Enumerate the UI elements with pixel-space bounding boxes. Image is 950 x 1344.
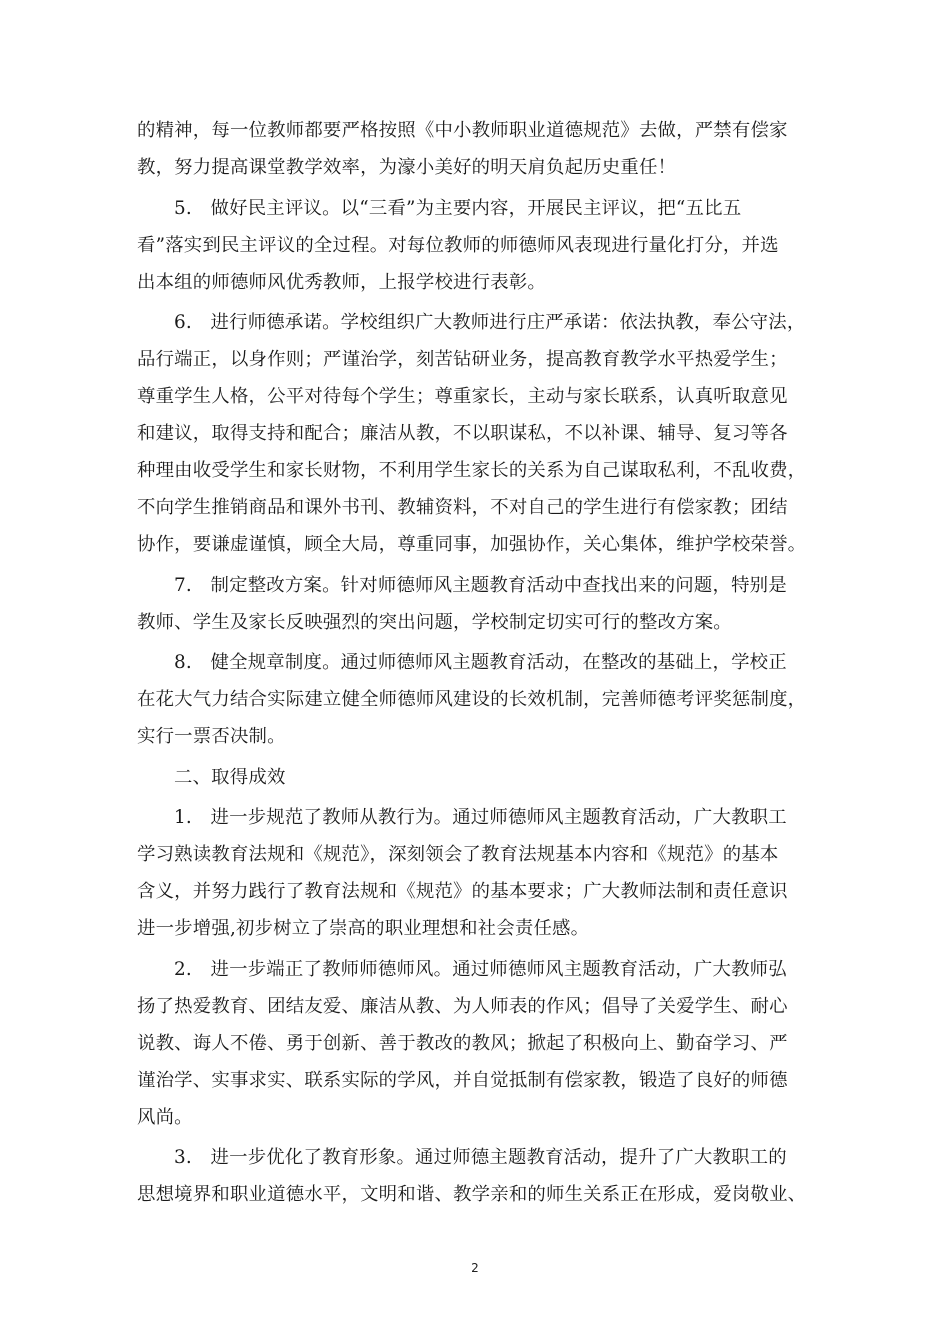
- text-line: 6. 进行师德承诺。学校组织广大教师进行庄严承诺：依法执教，奉公守法，: [174, 312, 806, 333]
- paragraph: [137, 799, 827, 947]
- text-line: 实行一票否决制。: [137, 726, 286, 747]
- text-line: 说教、诲人不倦、勇于创新、善于教改的教风；掀起了积极向上、勤奋学习、严: [137, 1032, 788, 1054]
- text-line: 看”落实到民主评议的全过程。对每位教师的师德师风表现进行量化打分，并选: [137, 234, 779, 256]
- text-line: 在花大气力结合实际建立健全师德师风建设的长效机制，完善师德考评奖惩制度，: [137, 689, 807, 710]
- text-line: 2. 进一步端正了教师师德师风。通过师德师风主题教育活动，广大教师弘: [174, 958, 787, 980]
- text-line: 7. 制定整改方案。针对师德师风主题教育活动中查找出来的问题，特别是: [174, 574, 787, 596]
- text-line: 思想境界和职业道德水平，文明和谐、教学亲和的师生关系正在形成，爱岗敬业、: [137, 1184, 807, 1205]
- paragraph: [137, 190, 827, 301]
- text-line: 8. 健全规章制度。通过师德师风主题教育活动，在整改的基础上，学校正: [174, 652, 787, 673]
- text-line: 风尚。: [137, 1106, 193, 1128]
- text-line: 和建议，取得支持和配合；廉洁从教，不以职谋私，不以补课、辅导、复习等各: [137, 423, 788, 444]
- document-body: [137, 112, 827, 1217]
- text-line: 1. 进一步规范了教师从教行为。通过师德师风主题教育活动，广大教职工: [174, 807, 787, 828]
- paragraph: [137, 951, 827, 1136]
- page-number: 2: [471, 1261, 479, 1275]
- text-line: 协作，要谦虚谨慎，顾全大局，尊重同事，加强协作，关心集体，维护学校荣誉。: [137, 534, 807, 555]
- text-line: 进一步增强,初步树立了崇高的职业理想和社会责任感。: [137, 918, 590, 939]
- paragraph: [137, 567, 827, 641]
- text-line: 3. 进一步优化了教育形象。通过师德主题教育活动，提升了广大教职工的: [174, 1147, 787, 1168]
- text-line: 出本组的师德师风优秀教师，上报学校进行表彰。: [137, 271, 546, 293]
- text-line: 二、取得成效: [174, 766, 286, 788]
- paragraph: [137, 1139, 827, 1213]
- text-line: 教，努力提高课堂教学效率，为濠小美好的明天肩负起历史重任！: [137, 157, 677, 178]
- paragraph: [137, 759, 827, 796]
- text-line: 不向学生推销商品和课外书刊、教辅资料，不对自己的学生进行有偿家教；团结: [137, 497, 788, 518]
- text-line: 的精神，每一位教师都要严格按照《中小教师职业道德规范》去做，严禁有偿家: [137, 120, 788, 141]
- text-line: 尊重学生人格，公平对待每个学生；尊重家长，主动与家长联系，认真听取意见: [137, 386, 788, 407]
- paragraph: [137, 644, 827, 755]
- text-line: 教师、学生及家长反映强烈的突出问题，学校制定切实可行的整改方案。: [137, 611, 732, 633]
- text-line: 学习熟读教育法规和《规范》，深刻领会了教育法规基本内容和《规范》的基本: [137, 844, 779, 865]
- text-line: 扬了热爱教育、团结友爱、廉洁从教、为人师表的作风；倡导了关爱学生、耐心: [137, 995, 788, 1017]
- text-line: 种理由收受学生和家长财物，不利用学生家长的关系为自己谋取私利，不乱收费，: [137, 460, 807, 481]
- text-line: 5. 做好民主评议。以“三看”为主要内容，开展民主评议，把“五比五: [174, 197, 742, 219]
- text-line: 谨治学、实事求实、联系实际的学风，并自觉抵制有偿家教，锻造了良好的师德: [137, 1069, 788, 1091]
- paragraph: [137, 304, 827, 563]
- text-line: 品行端正，以身作则；严谨治学，刻苦钻研业务，提高教育教学水平热爱学生；: [137, 349, 788, 370]
- paragraph: [137, 112, 827, 186]
- text-line: 含义，并努力践行了教育法规和《规范》的基本要求；广大教师法制和责任意识: [137, 881, 788, 902]
